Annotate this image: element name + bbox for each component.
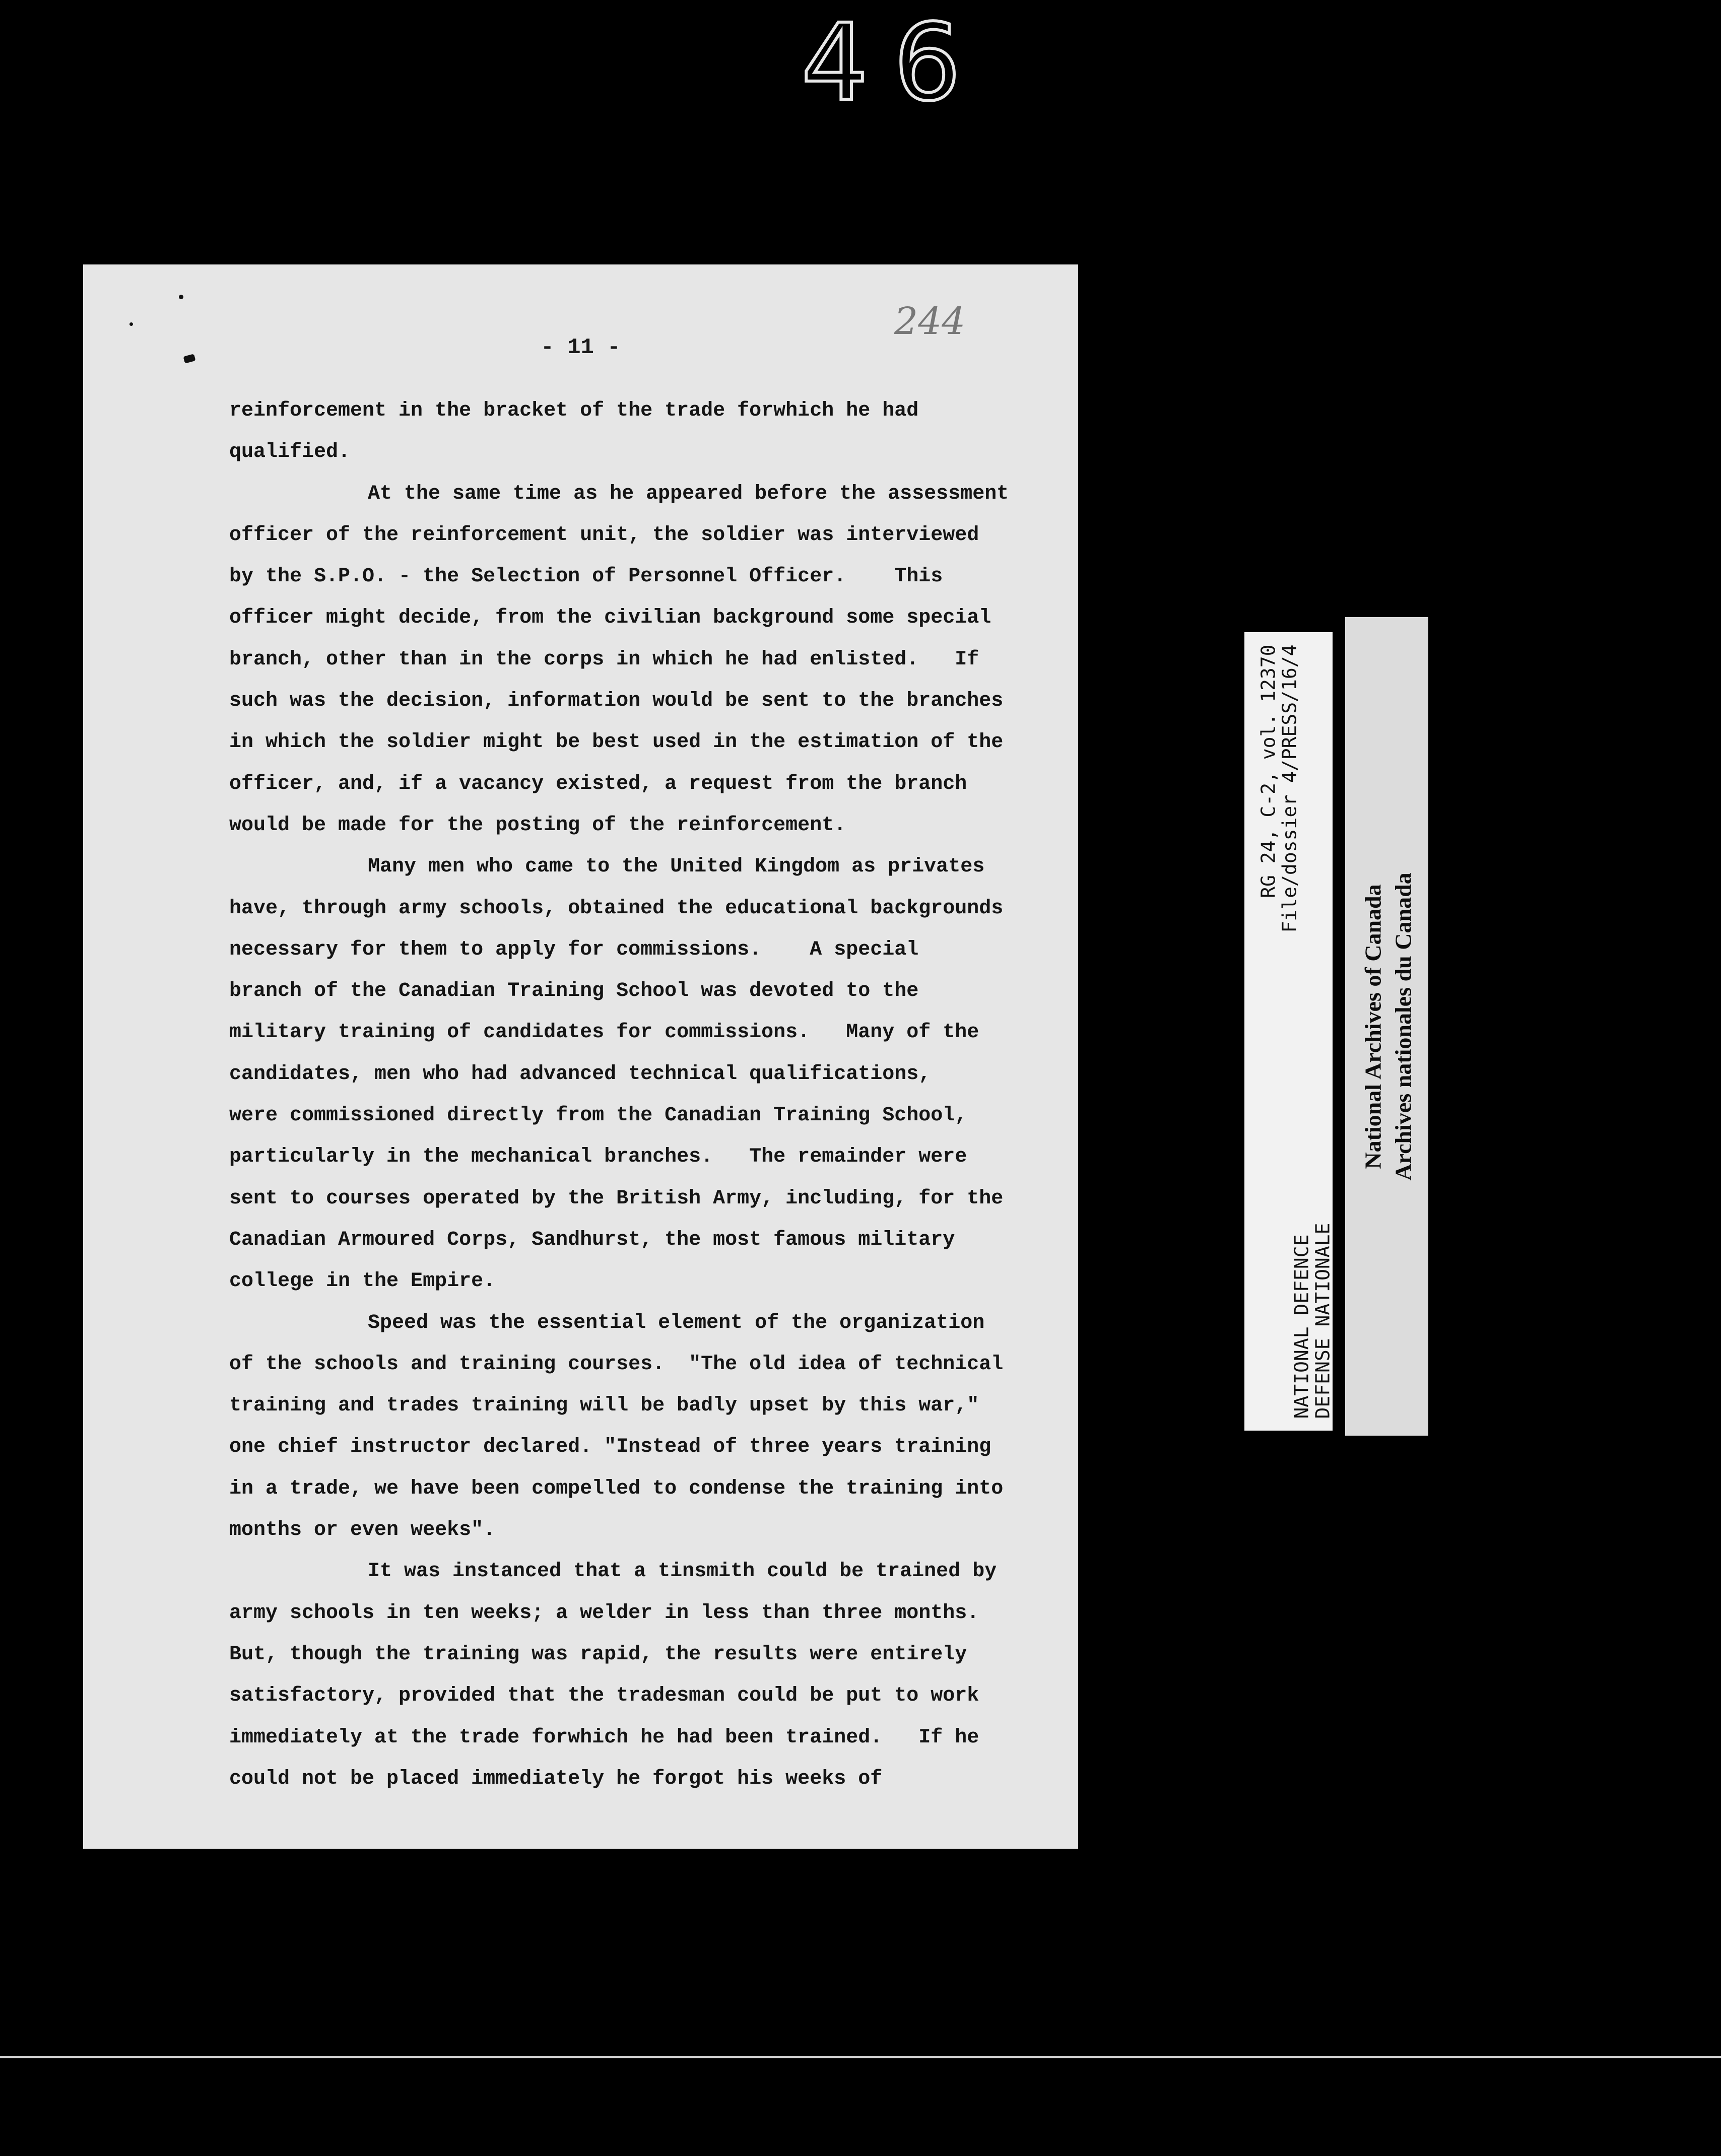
text-line: officer, and, if a vacancy existed, a request from the branch: [229, 772, 967, 795]
text-line: branch of the Canadian Training School was devoted to the: [229, 980, 919, 1003]
reference-label: [1244, 632, 1333, 1431]
film-frame-number: 46: [801, 1, 986, 124]
handwritten-folio-number: 244: [894, 300, 966, 343]
text-line: would be made for the posting of the reinforcement.: [229, 814, 846, 837]
page-speck: [179, 295, 183, 299]
text-line: At the same time as he appeared before the assessment: [368, 482, 1009, 505]
text-line: particularly in the mechanical branches. The remainder were: [229, 1146, 967, 1169]
text-line: Canadian Armoured Corps, Sandhurst, the most famous military: [229, 1228, 955, 1251]
text-line: necessary for them to apply for commissions. A special: [229, 938, 919, 961]
text-line: by the S.P.O. - the Selection of Personnel Officer. This: [229, 565, 943, 588]
text-line: immediately at the trade forwhich he had been trained. If he: [229, 1726, 979, 1749]
text-line: officer of the reinforcement unit, the soldier was interviewed: [229, 523, 979, 547]
typewritten-body: [229, 390, 1035, 1800]
department-name-fr: DEFENSE NATIONALE: [1311, 1223, 1334, 1419]
archive-label-text: [1345, 617, 1428, 1436]
department-name-en: NATIONAL DEFENCE: [1290, 1234, 1312, 1419]
archive-name-fr: Archives nationales du Canada: [1390, 872, 1416, 1181]
text-line: officer might decide, from the civilian background some special: [229, 607, 991, 630]
text-line: Many men who came to the United Kingdom as privates: [368, 855, 985, 879]
reference-label-bottom: [1291, 632, 1333, 1419]
text-line: army schools in ten weeks; a welder in less than three months.: [229, 1601, 979, 1625]
text-line: candidates, men who had advanced technical qualifications,: [229, 1062, 931, 1086]
file-dossier-ref: File/dossier 4/PRESS/16/4: [1278, 644, 1300, 932]
text-line: training and trades training will be badly upset by this war,": [229, 1394, 979, 1418]
text-line: one chief instructor declared. "Instead of three years training: [229, 1436, 991, 1459]
text-line: branch, other than in the corps in which he had enlisted. If: [229, 648, 979, 671]
text-line: in which the soldier might be best used in the estimation of the: [229, 731, 1004, 754]
text-line: college in the Empire.: [229, 1270, 496, 1293]
page-speck: [129, 322, 133, 326]
text-line: It was instanced that a tinsmith could be trained by: [368, 1560, 997, 1583]
text-line: satisfactory, provided that the tradesman could be put to work: [229, 1685, 979, 1708]
document-page: [83, 264, 1078, 1849]
text-line: have, through army schools, obtained the educational backgrounds: [229, 897, 1004, 920]
text-line: were commissioned directly from the Canadian Training School,: [229, 1104, 967, 1127]
film-edge-line: [0, 2056, 1721, 2058]
record-group-ref: RG 24, C-2, vol. 12370: [1257, 644, 1279, 898]
text-line: months or even weeks".: [229, 1519, 496, 1542]
text-line: qualified.: [229, 441, 351, 464]
reference-label-text: [1244, 632, 1333, 1431]
page-number: - 11 -: [541, 335, 621, 360]
text-line: such was the decision, information would be sent to the branches: [229, 690, 1004, 713]
archive-name-en: National Archives of Canada: [1360, 884, 1385, 1169]
text-line: reinforcement in the bracket of the trade forwhich he had: [229, 399, 919, 422]
text-line: But, though the training was rapid, the results were entirely: [229, 1643, 967, 1666]
text-line: in a trade, we have been compelled to condense the training into: [229, 1477, 1004, 1500]
text-line: sent to courses operated by the British Army, including, for the: [229, 1187, 1004, 1210]
text-line: Speed was the essential element of the organization: [368, 1311, 985, 1334]
text-line: could not be placed immediately he forgot his weeks of: [229, 1767, 883, 1790]
text-line: military training of candidates for commissions. Many of the: [229, 1021, 979, 1044]
archive-label: [1345, 617, 1428, 1436]
text-line: of the schools and training courses. "The old idea of technical: [229, 1353, 1004, 1376]
